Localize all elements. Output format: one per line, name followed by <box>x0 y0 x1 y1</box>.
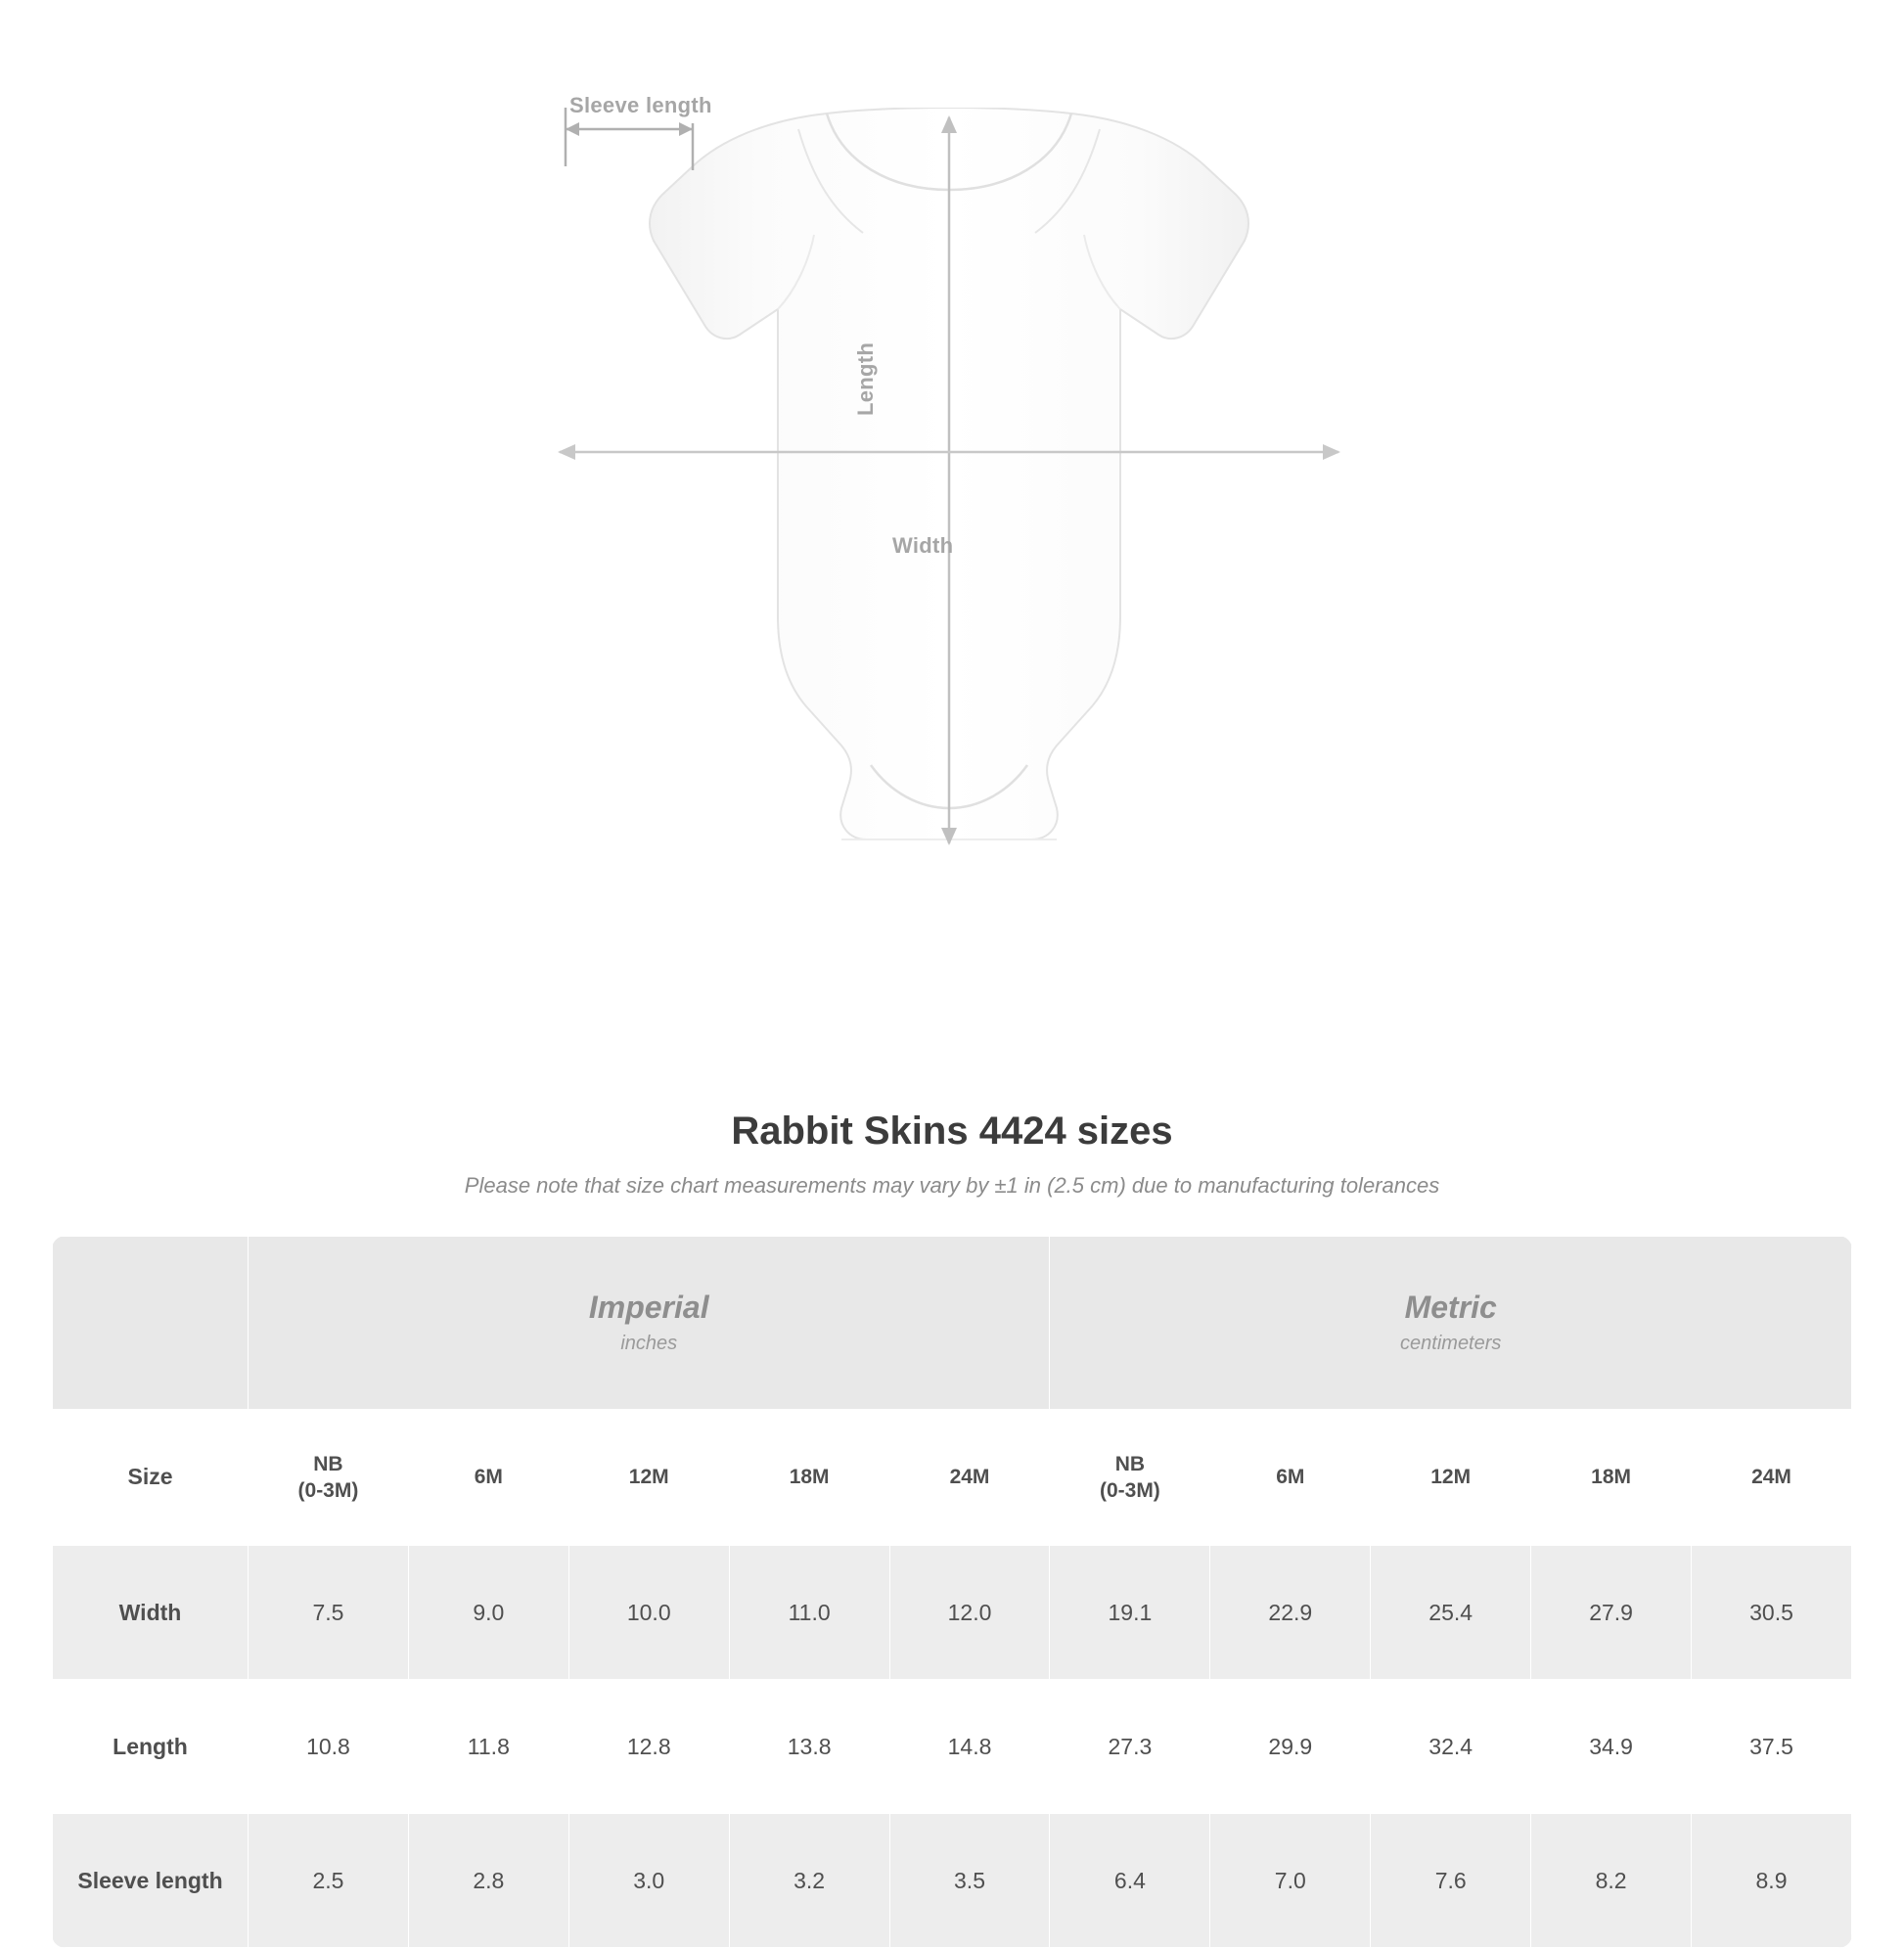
header-col-6 <box>1210 1410 1371 1546</box>
table-row <box>53 1680 1852 1814</box>
cell-length-0: 10.8 <box>249 1680 409 1814</box>
cell-width-2: 10.0 <box>568 1546 729 1680</box>
cell-width-3: 11.0 <box>729 1546 889 1680</box>
cell-sleeve-1: 2.8 <box>408 1814 568 1948</box>
cell-sleeve-2: 3.0 <box>568 1814 729 1948</box>
header-col-2-main: 12M <box>628 1466 669 1489</box>
header-col-8 <box>1531 1410 1692 1546</box>
system-imperial-unit: inches <box>620 1332 678 1354</box>
system-imperial <box>249 1237 1050 1410</box>
column-header-row <box>53 1410 1852 1546</box>
row-label-length: Length <box>53 1680 249 1814</box>
header-col-5-sub: (0-3M) <box>1099 1479 1160 1502</box>
row-label-width: Width <box>53 1546 249 1680</box>
system-metric <box>1050 1237 1852 1410</box>
cell-length-9: 37.5 <box>1692 1680 1852 1814</box>
header-col-9-main: 24M <box>1751 1466 1791 1489</box>
size-table <box>52 1236 1852 1948</box>
cell-length-4: 14.8 <box>889 1680 1050 1814</box>
label-length: Length <box>853 341 878 416</box>
header-col-9 <box>1692 1410 1852 1546</box>
cell-sleeve-9: 8.9 <box>1692 1814 1852 1948</box>
header-col-8-main: 18M <box>1591 1466 1631 1489</box>
table-row <box>53 1546 1852 1680</box>
system-corner-cell <box>53 1237 249 1410</box>
header-col-0-sub: (0-3M) <box>297 1479 359 1502</box>
header-size: Size <box>53 1410 249 1546</box>
size-table-wrap <box>52 1236 1852 1948</box>
system-imperial-name: Imperial <box>588 1289 709 1325</box>
header-col-3 <box>729 1410 889 1546</box>
system-metric-unit: centimeters <box>1400 1332 1502 1354</box>
cell-length-8: 34.9 <box>1531 1680 1692 1814</box>
cell-sleeve-6: 7.0 <box>1210 1814 1371 1948</box>
header-col-4 <box>889 1410 1050 1546</box>
cell-width-0: 7.5 <box>249 1546 409 1680</box>
cell-length-2: 12.8 <box>568 1680 729 1814</box>
cell-width-1: 9.0 <box>408 1546 568 1680</box>
header-col-1-main: 6M <box>474 1466 503 1489</box>
table-row <box>53 1814 1852 1948</box>
cell-sleeve-8: 8.2 <box>1531 1814 1692 1948</box>
cell-sleeve-3: 3.2 <box>729 1814 889 1948</box>
cell-width-9: 30.5 <box>1692 1546 1852 1680</box>
header-col-5-main: NB <box>1114 1452 1146 1475</box>
header-col-1 <box>408 1410 568 1546</box>
header-col-7 <box>1371 1410 1531 1546</box>
cell-length-5: 27.3 <box>1050 1680 1210 1814</box>
label-width: Width <box>892 533 954 558</box>
cell-length-6: 29.9 <box>1210 1680 1371 1814</box>
cell-sleeve-4: 3.5 <box>889 1814 1050 1948</box>
system-metric-name: Metric <box>1404 1289 1497 1325</box>
cell-length-1: 11.8 <box>408 1680 568 1814</box>
cell-width-8: 27.9 <box>1531 1546 1692 1680</box>
title-block <box>0 1110 1904 1199</box>
header-col-0 <box>249 1410 409 1546</box>
tolerance-note: Please note that size chart measurements may vary by ±1 in (2.5 cm) due to manufacturing tolerances <box>464 1173 1440 1198</box>
cell-width-6: 22.9 <box>1210 1546 1371 1680</box>
system-header-row <box>53 1237 1852 1410</box>
cell-length-3: 13.8 <box>729 1680 889 1814</box>
cell-sleeve-5: 6.4 <box>1050 1814 1210 1948</box>
page-title: Rabbit Skins 4424 sizes <box>731 1110 1173 1153</box>
header-col-7-main: 12M <box>1430 1466 1472 1489</box>
row-label-sleeve-length: Sleeve length <box>53 1814 249 1948</box>
label-sleeve-length: Sleeve length <box>569 93 712 117</box>
header-col-6-main: 6M <box>1276 1466 1305 1489</box>
header-col-5 <box>1050 1410 1210 1546</box>
cell-width-5: 19.1 <box>1050 1546 1210 1680</box>
cell-sleeve-7: 7.6 <box>1371 1814 1531 1948</box>
header-col-2 <box>568 1410 729 1546</box>
bodysuit-icon <box>548 108 1350 881</box>
header-col-0-main: NB <box>313 1452 343 1475</box>
header-col-3-main: 18M <box>789 1466 830 1489</box>
cell-width-7: 25.4 <box>1371 1546 1531 1680</box>
cell-length-7: 32.4 <box>1371 1680 1531 1814</box>
cell-sleeve-0: 2.5 <box>249 1814 409 1948</box>
cell-width-4: 12.0 <box>889 1546 1050 1680</box>
header-col-4-main: 24M <box>949 1466 990 1489</box>
